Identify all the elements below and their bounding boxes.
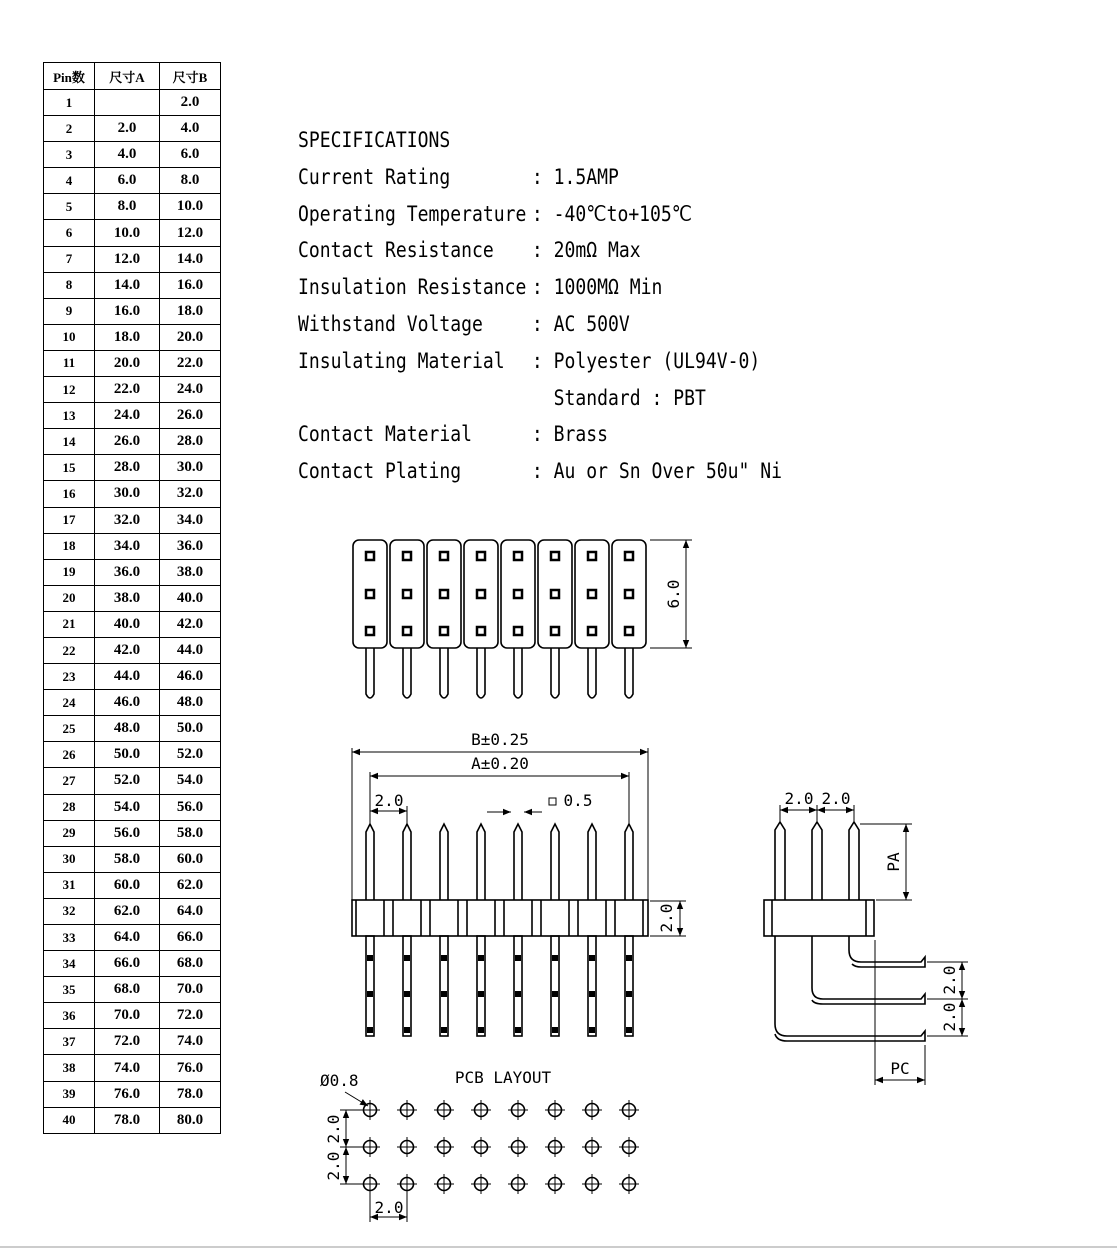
dim-b-cell: 72.0	[160, 1003, 221, 1029]
spec-value: Standard : PBT	[531, 385, 706, 410]
top-pin-square	[625, 627, 633, 635]
top-pin-square	[625, 552, 633, 560]
front-pin-mark	[626, 955, 632, 961]
dim-a-cell: 18.0	[95, 324, 160, 350]
front-pin-mark	[589, 991, 595, 997]
pin-count-cell: 14	[44, 429, 95, 455]
dim-b-cell: 64.0	[160, 898, 221, 924]
dim-b-cell: 36.0	[160, 533, 221, 559]
top-pin-tail	[551, 648, 559, 698]
dim-b-cell: 44.0	[160, 637, 221, 663]
dim-a-cell: 28.0	[95, 455, 160, 481]
front-lower-pin	[625, 936, 633, 1036]
front-upper-pin	[588, 824, 596, 900]
front-pin-mark	[441, 955, 447, 961]
pin-count-cell: 25	[44, 716, 95, 742]
front-pin-mark	[589, 1027, 595, 1033]
dim-a-cell: 50.0	[95, 742, 160, 768]
top-pin-tail	[403, 648, 411, 698]
front-housing	[352, 900, 648, 936]
body-height-label: 2.0	[657, 903, 676, 933]
dim-a-cell: 74.0	[95, 1055, 160, 1081]
dim-b-cell: 18.0	[160, 298, 221, 324]
dim-b-cell: 42.0	[160, 611, 221, 637]
dim-b-cell: 6.0	[160, 142, 221, 168]
front-pin-mark	[626, 1027, 632, 1033]
top-housing-cell	[390, 540, 424, 648]
header-dim-a: 尺寸A	[95, 63, 160, 90]
front-pin-mark	[478, 991, 484, 997]
top-pin-square	[366, 627, 374, 635]
pin-count-cell: 39	[44, 1081, 95, 1107]
top-pin-square	[588, 590, 596, 598]
pc-label: PC	[890, 1059, 910, 1078]
pin-count-cell: 5	[44, 194, 95, 220]
dim-a-cell: 68.0	[95, 977, 160, 1003]
dim-a-cell: 6.0	[95, 168, 160, 194]
front-upper-pin	[366, 824, 374, 900]
dim-b-cell: 50.0	[160, 716, 221, 742]
side-pitch-label-1: 2.0	[784, 789, 814, 808]
front-pin-mark	[441, 1027, 447, 1033]
dim-b-cell: 80.0	[160, 1107, 221, 1133]
pin-count-cell: 17	[44, 507, 95, 533]
top-housing-cell	[427, 540, 461, 648]
pin-count-cell: 23	[44, 664, 95, 690]
pin-count-cell: 28	[44, 794, 95, 820]
pin-count-cell: 26	[44, 742, 95, 768]
spec-value: : Polyester (UL94V-0)	[531, 348, 761, 373]
top-pin-square	[403, 590, 411, 598]
pin-count-cell: 30	[44, 846, 95, 872]
front-pin-mark	[626, 991, 632, 997]
dim-a-cell: 20.0	[95, 350, 160, 376]
pin-count-cell: 22	[44, 637, 95, 663]
pin-count-cell: 24	[44, 690, 95, 716]
dim-a-cell: 40.0	[95, 611, 160, 637]
dim-a-cell: 64.0	[95, 925, 160, 951]
dim-b-cell: 70.0	[160, 977, 221, 1003]
pcb-hole-grid	[360, 1100, 639, 1194]
front-pin-mark	[552, 1027, 558, 1033]
pitch-label: 2.0	[374, 791, 404, 810]
top-pin-square	[440, 627, 448, 635]
dim-a-cell: 12.0	[95, 246, 160, 272]
pcb-col-label: 2.0	[374, 1198, 404, 1217]
top-pin-square	[366, 552, 374, 560]
dim-b-cell: 34.0	[160, 507, 221, 533]
top-pin-tail	[625, 648, 633, 698]
pin-count-cell: 18	[44, 533, 95, 559]
dim-a-cell: 72.0	[95, 1029, 160, 1055]
pin-count-cell: 36	[44, 1003, 95, 1029]
dim-b-cell: 14.0	[160, 246, 221, 272]
front-upper-pin	[477, 824, 485, 900]
front-upper-pin	[403, 824, 411, 900]
spec-label: Contact Plating	[298, 459, 462, 484]
pin-count-cell: 32	[44, 898, 95, 924]
pin-count-cell: 33	[44, 925, 95, 951]
pin-size-label: 0.5	[563, 791, 593, 810]
pin-count-cell: 7	[44, 246, 95, 272]
top-height-label: 6.0	[664, 579, 683, 609]
spec-label: Contact Resistance	[298, 238, 494, 263]
pin-count-cell: 4	[44, 168, 95, 194]
top-pin-square	[551, 627, 559, 635]
dim-a-cell: 24.0	[95, 403, 160, 429]
front-pin-mark	[552, 955, 558, 961]
dim-b-cell: 38.0	[160, 559, 221, 585]
dim-a-cell: 60.0	[95, 872, 160, 898]
pin-count-cell: 11	[44, 350, 95, 376]
specifications-title: SPECIFICATIONS	[298, 128, 451, 152]
pin-count-cell: 12	[44, 377, 95, 403]
dim-a-cell: 26.0	[95, 429, 160, 455]
spec-label: Contact Material	[298, 422, 472, 447]
front-lower-pin	[440, 936, 448, 1036]
dim-a-cell: 14.0	[95, 272, 160, 298]
dim-b-cell: 30.0	[160, 455, 221, 481]
pin-count-cell: 34	[44, 951, 95, 977]
pin-count-cell: 40	[44, 1107, 95, 1133]
pin-count-cell: 37	[44, 1029, 95, 1055]
dim-a-cell: 70.0	[95, 1003, 160, 1029]
side-dimensions	[780, 805, 968, 1085]
top-housing-cell	[353, 540, 387, 648]
top-pin-square	[477, 552, 485, 560]
dim-a-cell: 16.0	[95, 298, 160, 324]
top-pin-square	[403, 552, 411, 560]
dim-b-cell: 20.0	[160, 324, 221, 350]
hole-diameter-label: Ø0.8	[320, 1071, 359, 1090]
top-pin-square	[440, 590, 448, 598]
front-pin-mark	[515, 991, 521, 997]
pin-count-cell: 38	[44, 1055, 95, 1081]
side-vert-label-1: 2.0	[940, 965, 959, 995]
front-lower-pin	[366, 936, 374, 1036]
dim-a-cell: 8.0	[95, 194, 160, 220]
pcb-layout-title: PCB LAYOUT	[454, 1068, 552, 1087]
front-pin-mark	[478, 1027, 484, 1033]
top-pin-square	[403, 627, 411, 635]
pcb-row-label-1: 2.0	[324, 1114, 343, 1144]
front-pin-mark	[404, 1027, 410, 1033]
front-lower-pin	[588, 936, 596, 1036]
front-pin-mark	[515, 1027, 521, 1033]
dim-a-cell: 76.0	[95, 1081, 160, 1107]
pin-count-cell: 27	[44, 768, 95, 794]
pin-count-cell: 21	[44, 611, 95, 637]
top-pin-square	[588, 627, 596, 635]
dim-b-cell: 24.0	[160, 377, 221, 403]
header-pin-count: Pin数	[44, 63, 95, 90]
top-pin-tail	[514, 648, 522, 698]
top-pin-square	[514, 552, 522, 560]
top-pin-square	[477, 627, 485, 635]
pin-count-cell: 1	[44, 90, 95, 116]
dim-a-cell: 34.0	[95, 533, 160, 559]
top-pin-square	[514, 590, 522, 598]
dim-b-cell: 68.0	[160, 951, 221, 977]
pin-count-cell: 13	[44, 403, 95, 429]
front-upper-pin	[514, 824, 522, 900]
front-pin-mark	[404, 955, 410, 961]
front-lower-pin	[477, 936, 485, 1036]
dim-a-cell: 46.0	[95, 690, 160, 716]
dim-a-cell: 22.0	[95, 377, 160, 403]
pin-count-cell: 9	[44, 298, 95, 324]
pin-count-cell: 16	[44, 481, 95, 507]
top-pin-square	[440, 552, 448, 560]
dim-b-cell: 12.0	[160, 220, 221, 246]
dim-b-cell: 62.0	[160, 872, 221, 898]
top-housing-cell	[612, 540, 646, 648]
pcb-row-label-2: 2.0	[324, 1151, 343, 1181]
spec-value: : 20mΩ Max	[531, 238, 641, 263]
spec-value: : Au or Sn Over 50u" Ni	[531, 459, 783, 484]
pin-count-cell: 3	[44, 142, 95, 168]
front-upper-pin	[440, 824, 448, 900]
dim-a-cell: 36.0	[95, 559, 160, 585]
dim-a-cell: 56.0	[95, 820, 160, 846]
dim-b-label: B±0.25	[471, 730, 529, 749]
dim-b-cell: 28.0	[160, 429, 221, 455]
top-pin-tail	[440, 648, 448, 698]
dim-b-cell: 74.0	[160, 1029, 221, 1055]
top-pin-square	[588, 552, 596, 560]
top-view	[353, 540, 646, 698]
front-dimensions	[352, 748, 686, 936]
dim-b-cell: 8.0	[160, 168, 221, 194]
pin-count-cell: 6	[44, 220, 95, 246]
top-pin-square	[477, 590, 485, 598]
side-pitch-label-2: 2.0	[821, 789, 851, 808]
side-vert-label-2: 2.0	[940, 1002, 959, 1032]
dim-b-cell: 78.0	[160, 1081, 221, 1107]
spec-label: Withstand Voltage	[298, 311, 483, 336]
dim-b-cell: 22.0	[160, 350, 221, 376]
dim-b-cell: 76.0	[160, 1055, 221, 1081]
pin-count-cell: 19	[44, 559, 95, 585]
top-pin-square	[551, 552, 559, 560]
header-dim-b: 尺寸B	[160, 63, 221, 90]
dim-b-cell: 66.0	[160, 925, 221, 951]
dim-a-cell: 32.0	[95, 507, 160, 533]
front-pin-mark	[404, 991, 410, 997]
dim-b-cell: 26.0	[160, 403, 221, 429]
dim-a-cell: 78.0	[95, 1107, 160, 1133]
dim-b-cell: 56.0	[160, 794, 221, 820]
spec-value: : -40℃to+105℃	[531, 201, 693, 226]
pin-count-cell: 10	[44, 324, 95, 350]
front-lower-pin	[514, 936, 522, 1036]
dim-b-cell: 16.0	[160, 272, 221, 298]
front-pin-mark	[441, 991, 447, 997]
spec-label: Operating Temperature	[298, 201, 527, 226]
front-pin-mark	[515, 955, 521, 961]
dim-a-cell: 54.0	[95, 794, 160, 820]
dim-a-cell: 38.0	[95, 585, 160, 611]
top-pin-tail	[366, 648, 374, 698]
spec-label: Insulation Resistance	[298, 275, 527, 300]
front-pin-mark	[367, 1027, 373, 1033]
dim-b-cell: 32.0	[160, 481, 221, 507]
dim-b-cell: 46.0	[160, 664, 221, 690]
front-upper-pin	[551, 824, 559, 900]
front-pin-mark	[552, 991, 558, 997]
dim-b-cell: 48.0	[160, 690, 221, 716]
front-view	[352, 824, 648, 1036]
dim-a-label: A±0.20	[471, 754, 529, 773]
dim-a-cell: 4.0	[95, 142, 160, 168]
spec-label: Current Rating	[298, 164, 451, 189]
front-lower-pin	[551, 936, 559, 1036]
spec-value: : Brass	[531, 422, 609, 447]
spec-label: Insulating Material	[298, 348, 505, 373]
pin-count-cell: 15	[44, 455, 95, 481]
top-pin-tail	[588, 648, 596, 698]
top-pin-square	[551, 590, 559, 598]
dim-a-cell: 48.0	[95, 716, 160, 742]
pin-count-cell: 29	[44, 820, 95, 846]
pin-count-cell: 35	[44, 977, 95, 1003]
spec-value: : 1.5AMP	[531, 164, 619, 189]
top-pin-square	[366, 590, 374, 598]
dim-b-cell: 52.0	[160, 742, 221, 768]
dim-a-cell: 62.0	[95, 898, 160, 924]
front-pin-mark	[367, 955, 373, 961]
dim-b-cell: 58.0	[160, 820, 221, 846]
pin-count-cell: 31	[44, 872, 95, 898]
dim-b-cell: 10.0	[160, 194, 221, 220]
top-pin-square	[514, 627, 522, 635]
dim-a-cell: 44.0	[95, 664, 160, 690]
front-pin-mark	[478, 955, 484, 961]
dim-b-cell: 60.0	[160, 846, 221, 872]
front-lower-pin	[403, 936, 411, 1036]
top-housing-cell	[464, 540, 498, 648]
dim-a-cell: 52.0	[95, 768, 160, 794]
dim-b-cell: 40.0	[160, 585, 221, 611]
front-pin-mark	[589, 955, 595, 961]
pa-label: PA	[884, 852, 903, 872]
spec-value: : AC 500V	[531, 311, 630, 336]
top-housing-cell	[501, 540, 535, 648]
dim-a-cell: 58.0	[95, 846, 160, 872]
dim-a-cell: 10.0	[95, 220, 160, 246]
dim-b-cell: 2.0	[160, 90, 221, 116]
dim-a-cell: 30.0	[95, 481, 160, 507]
pin-count-cell: 2	[44, 116, 95, 142]
dim-a-cell: 42.0	[95, 637, 160, 663]
front-pin-mark	[367, 991, 373, 997]
top-pin-square	[625, 590, 633, 598]
dim-a-cell: 66.0	[95, 951, 160, 977]
top-pin-tail	[477, 648, 485, 698]
dim-b-cell: 54.0	[160, 768, 221, 794]
top-housing-cell	[538, 540, 572, 648]
dim-a-cell: 2.0	[95, 116, 160, 142]
dim-b-cell: 4.0	[160, 116, 221, 142]
front-upper-pin	[625, 824, 633, 900]
pin-count-cell: 8	[44, 272, 95, 298]
spec-value: : 1000MΩ Min	[531, 275, 663, 300]
top-housing-cell	[575, 540, 609, 648]
pin-count-cell: 20	[44, 585, 95, 611]
